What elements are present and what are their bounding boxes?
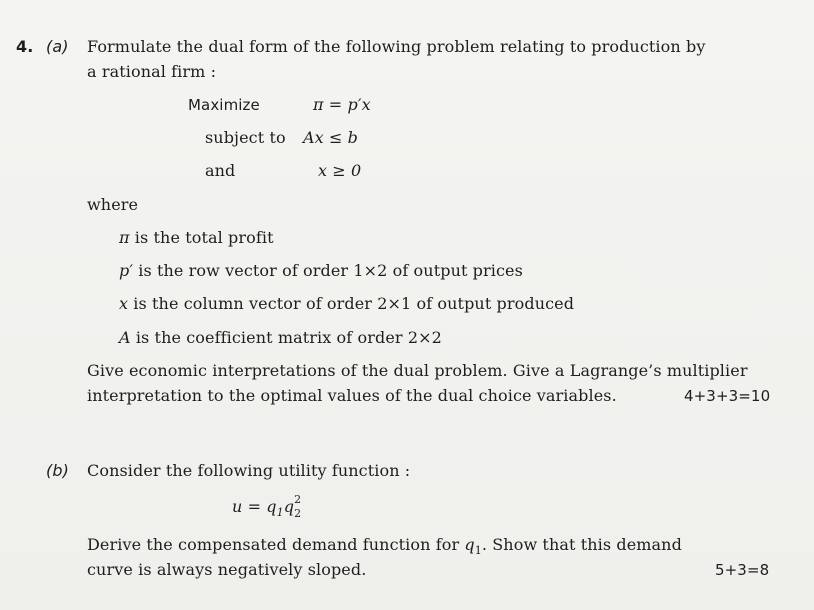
- definition-symbol: p′: [119, 261, 134, 280]
- part-b-task-var: q: [464, 535, 475, 554]
- part-b-task-pre: Derive the compensated demand function for: [87, 535, 465, 554]
- definition-text: is the coefficient matrix of order 2×2: [130, 328, 442, 347]
- part-b-intro: Consider the following utility function :: [87, 461, 411, 480]
- constraint: Ax ≤ b: [303, 128, 358, 147]
- definition-profit: [119, 228, 274, 248]
- utility-lhs: u = q: [232, 497, 277, 516]
- definition-symbol: π: [119, 228, 130, 247]
- definition-text: is the row vector of order 1×2 of output prices: [133, 261, 523, 280]
- definition-prices: [119, 261, 523, 281]
- part-b-task-line1: [87, 535, 682, 558]
- part-b-task-sub: 1: [474, 544, 482, 558]
- question-number: 4.: [16, 37, 34, 56]
- definition-text: is the total profit: [129, 228, 274, 247]
- definition-symbol: A: [119, 328, 131, 347]
- objective-function: π = p′x: [313, 95, 371, 114]
- utility-function: [232, 493, 303, 520]
- part-b-task-line2: curve is always negatively sloped.: [87, 560, 367, 579]
- part-b-label: (b): [46, 461, 69, 480]
- utility-sub2: 2: [294, 507, 302, 520]
- definition-output: [119, 294, 574, 314]
- maximize-label: Maximize: [188, 96, 260, 114]
- part-b-marks: 5+3=8: [715, 561, 770, 579]
- where-label: where: [87, 195, 139, 214]
- subject-to-label: subject to: [205, 128, 286, 147]
- part-a-marks: 4+3+3=10: [684, 387, 771, 405]
- utility-mid: q: [283, 497, 295, 516]
- part-a-intro-line1: Formulate the dual form of the following problem relating to production by: [87, 37, 706, 56]
- definition-text: is the column vector of order 2×1 of output produced: [128, 294, 575, 313]
- part-a-task-line2: interpretation to the optimal values of the dual choice variables.: [87, 386, 617, 405]
- part-a-label: (a): [46, 37, 69, 56]
- definition-matrix: [119, 328, 442, 348]
- utility-sup: 2: [294, 493, 302, 506]
- part-a-task-line1: Give economic interpretations of the dual problem. Give a Lagrange’s multiplier: [87, 361, 748, 380]
- nonnegativity-constraint: x ≥ 0: [318, 161, 362, 180]
- utility-sub1: 1: [276, 506, 284, 520]
- part-b-task-post: . Show that this demand: [481, 535, 682, 554]
- part-a-intro-line2: a rational firm :: [87, 62, 217, 81]
- definition-symbol: x: [119, 294, 129, 313]
- utility-exponent: [294, 493, 303, 520]
- and-label: and: [205, 161, 236, 180]
